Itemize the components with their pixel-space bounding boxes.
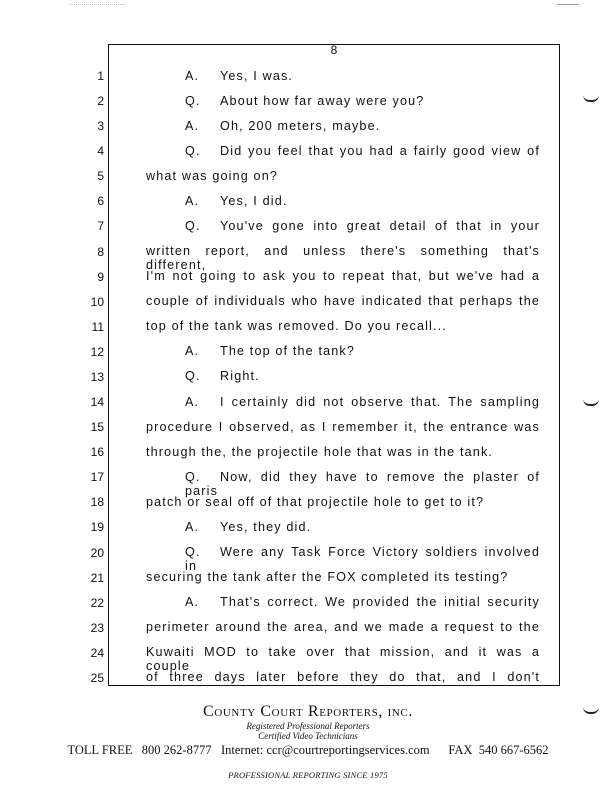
line-text: patch or seal off of that projectile hole to get to it?: [146, 494, 485, 509]
line-number: 10: [90, 294, 104, 309]
fax-number: 540 667-6562: [478, 743, 549, 757]
scan-artifact: [557, 4, 579, 5]
line-number: 7: [97, 219, 104, 234]
line-number: 8: [97, 244, 104, 259]
transcript-line: [185, 119, 380, 133]
line-number: 15: [90, 420, 104, 435]
line-number: 12: [90, 344, 104, 359]
transcript-line: [146, 670, 540, 684]
line-number: 4: [97, 144, 104, 159]
speaker-label: A.: [185, 595, 200, 610]
speaker-label: A.: [185, 394, 200, 409]
tagline-certified: Certified Video Technicians: [258, 731, 358, 741]
since-line: PROFESSIONAL REPORTING SINCE 1975: [228, 770, 388, 780]
line-number: 13: [90, 369, 104, 384]
line-text: Right.: [220, 369, 260, 384]
transcript-line: [185, 470, 540, 498]
company-name: [0, 703, 616, 721]
transcript-line: [146, 570, 508, 584]
line-number: 11: [91, 319, 104, 334]
fax-label: FAX: [448, 743, 473, 757]
page-number: 8: [330, 43, 338, 57]
line-number: 5: [97, 169, 104, 184]
line-number: 17: [90, 470, 104, 485]
line-number: 3: [97, 119, 104, 134]
line-number: 16: [90, 445, 104, 460]
line-text: procedure I observed, as I remember it, the entrance was: [146, 419, 540, 434]
speaker-label: A.: [185, 68, 200, 83]
transcript-line: [185, 94, 424, 108]
line-text: Yes, I did.: [220, 193, 288, 208]
transcript-line: [185, 344, 355, 358]
transcript-line: [185, 144, 540, 158]
speaker-label: Q.: [185, 93, 201, 108]
line-number: 1: [97, 69, 104, 83]
line-number: 14: [90, 395, 104, 410]
speaker-label: A.: [185, 519, 200, 534]
transcript-line: [185, 520, 311, 534]
transcript-line: [146, 269, 540, 283]
line-number: 22: [90, 595, 104, 610]
line-number: 9: [97, 269, 104, 284]
transcript-line: [185, 595, 540, 609]
toll-free-number: 800 262-8777: [141, 743, 212, 757]
line-text: couple of individuals who have indicated that perhaps the: [146, 294, 540, 309]
transcript-line: [146, 319, 447, 333]
line-text: I'm not going to ask you to repeat that, but we've had a: [146, 269, 540, 284]
transcript-line: [185, 545, 540, 573]
line-text: Oh, 200 meters, maybe.: [220, 118, 381, 133]
scan-artifact: [70, 4, 125, 6]
line-number: 20: [90, 545, 104, 560]
line-text: The top of the tank?: [220, 344, 356, 359]
binding-mark-icon: [583, 399, 599, 406]
contact-line: [0, 743, 616, 758]
speaker-label: Q.: [185, 143, 201, 158]
transcript-line: [146, 169, 278, 183]
speaker-label: Q.: [185, 545, 201, 560]
transcript-line: [185, 369, 260, 383]
transcript-line: [146, 244, 540, 272]
line-number: 19: [90, 520, 104, 535]
line-text: Yes, they did.: [220, 519, 312, 534]
line-text: perimeter around the area, and we made a request to the: [146, 620, 540, 635]
line-text: Kuwaiti MOD to take over that mission, and it was a couple: [146, 645, 540, 674]
internet-label: Internet:: [220, 743, 264, 757]
transcript-line: [146, 645, 540, 673]
transcript-line: [185, 69, 293, 83]
line-text: You've gone into great detail of that in your: [220, 218, 540, 233]
line-text: About how far away were you?: [220, 93, 425, 108]
line-number: 24: [90, 645, 104, 660]
speaker-label: Q.: [185, 469, 201, 484]
company-name-text: County Court Reporters, inc.: [203, 703, 413, 720]
transcript-line: [185, 194, 288, 208]
line-number: 21: [90, 570, 104, 585]
binding-mark-icon: [583, 95, 599, 102]
toll-free-label: TOLL FREE: [67, 743, 133, 757]
tagline-registered: Registered Professional Reporters: [246, 721, 370, 731]
speaker-label: A.: [185, 118, 200, 133]
line-text: securing the tank after the FOX completed its testing?: [146, 570, 509, 585]
transcript-line: [146, 495, 484, 509]
transcript-line: [146, 620, 540, 634]
speaker-label: Q.: [185, 369, 201, 384]
line-number: 18: [90, 495, 104, 510]
line-text: of three days later before they do that, and I don't: [146, 670, 540, 685]
line-text: what was going on?: [146, 168, 279, 183]
transcript-line: [146, 445, 493, 459]
line-number: 6: [97, 194, 104, 209]
line-text: I certainly did not observe that. The sampling: [220, 394, 540, 409]
transcript-line: [146, 420, 540, 434]
transcript-line: [146, 294, 540, 308]
line-text: Did you feel that you had a fairly good view of: [220, 143, 540, 158]
speaker-label: A.: [185, 193, 200, 208]
speaker-label: A.: [185, 344, 200, 359]
line-text: Were any Task Force Victory soldiers involved in: [185, 545, 540, 574]
line-number: 23: [90, 620, 104, 635]
transcript-line: [185, 395, 540, 409]
line-text: Now, did they have to remove the plaster of paris: [185, 469, 540, 498]
line-text: Yes, I was.: [220, 68, 294, 83]
line-text: top of the tank was removed. Do you recall...: [146, 319, 447, 334]
transcript-page-border: [108, 44, 560, 686]
line-text: written report, and unless there's something that's different,: [146, 244, 540, 273]
line-text: through the, the projectile hole that was in the tank.: [146, 444, 494, 459]
speaker-label: Q.: [185, 218, 201, 233]
line-number: 25: [90, 670, 104, 685]
line-text: That's correct. We provided the initial security: [220, 595, 540, 610]
transcript-line: [185, 219, 540, 233]
email-address: ccr@courtreportingservices.com: [266, 743, 430, 757]
line-number: 2: [97, 94, 104, 109]
